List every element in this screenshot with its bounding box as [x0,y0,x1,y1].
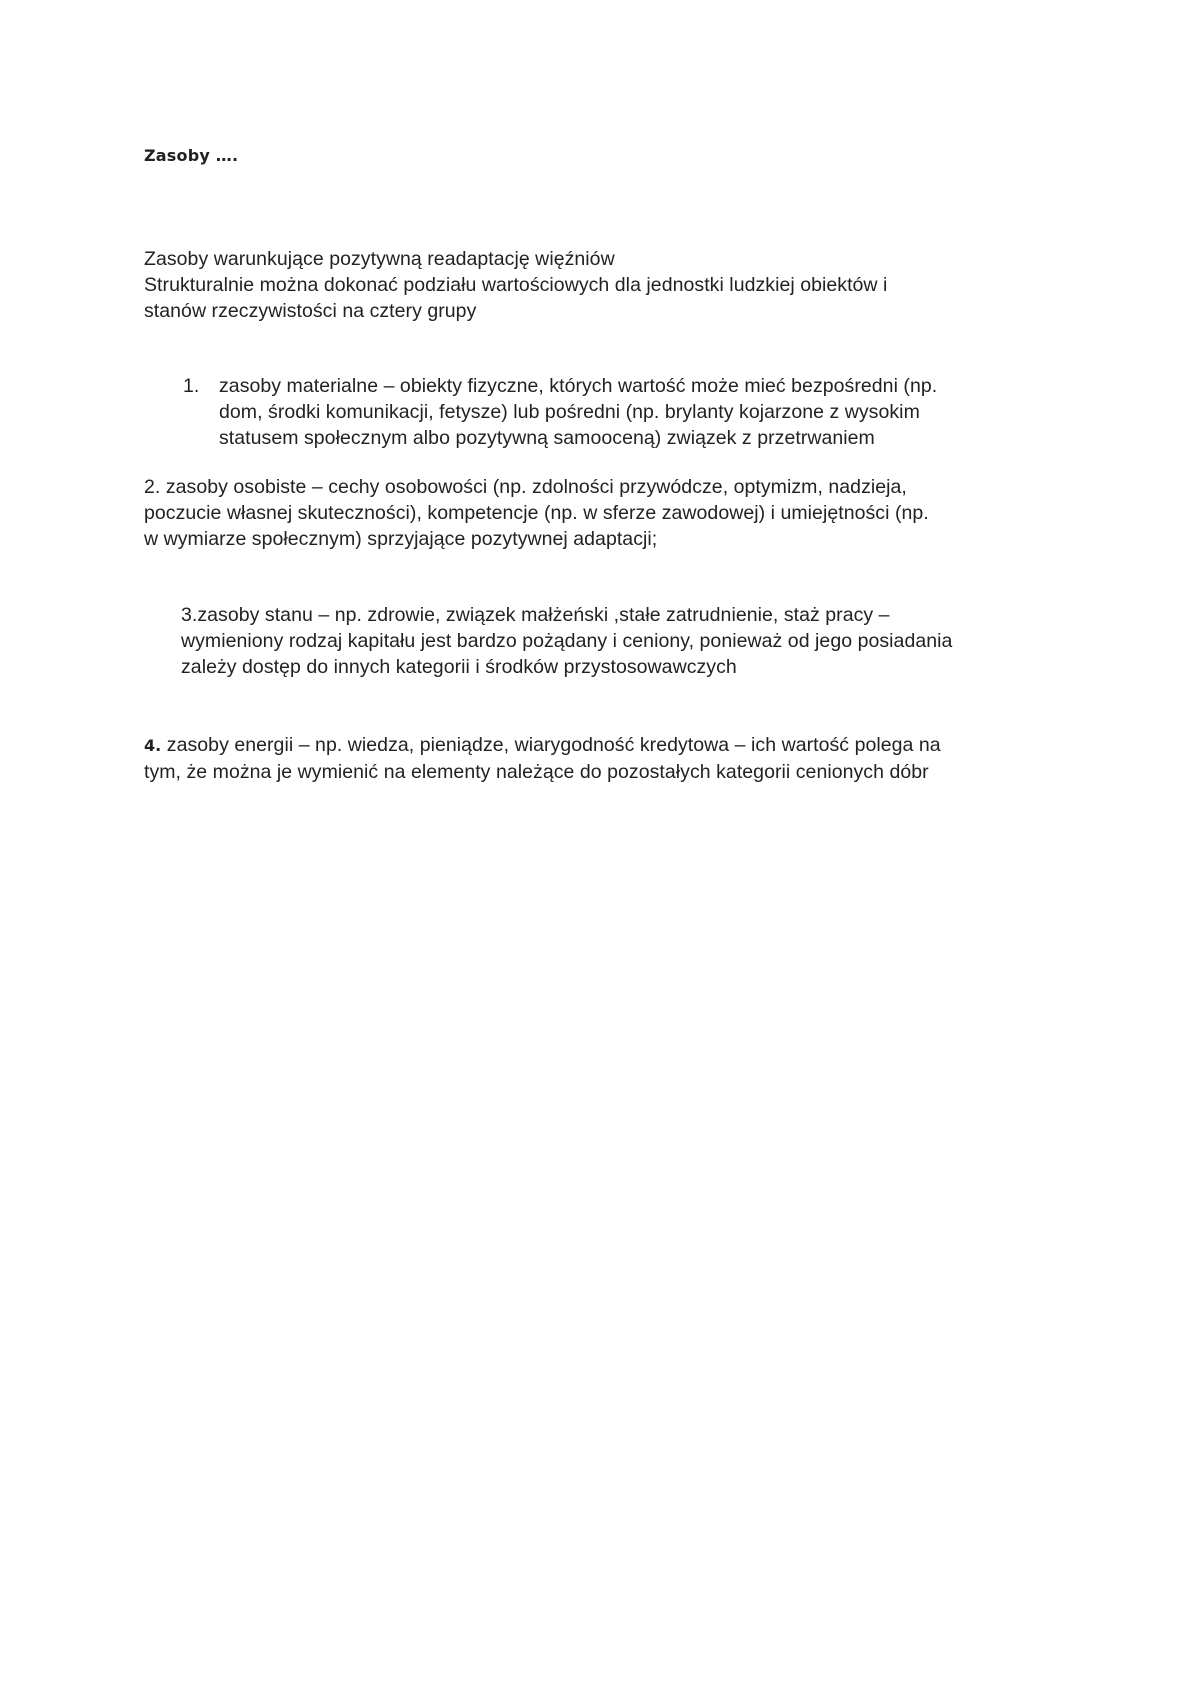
list-item-line: dom, środki komunikacji, fetysze) lub pośredni (np. brylanty kojarzone z wysokim [219,401,920,423]
list-item-state-resources [181,602,1081,680]
list-item-line: w wymiarze społecznym) sprzyjające pozytywnej adaptacji; [144,528,658,550]
list-item-text [219,373,1059,451]
list-item-line: 3.zasoby stanu – np. zdrowie, związek małżeński ,stałe zatrudnienie, staż pracy – [181,604,890,626]
list-item-line: 2. zasoby osobiste – cechy osobowości (np. zdolności przywódcze, optymizm, nadzieja, [144,476,907,498]
list-item-line: zasoby materialne – obiekty fizyczne, których wartość może mieć bezpośredni (np. [219,375,938,397]
intro-title-line: Zasoby warunkujące pozytywną readaptację więźniów [144,248,615,270]
list-item-line: poczucie własnej skuteczności), kompetencje (np. w sferze zawodowej) i umiejętności (np. [144,502,929,524]
list-item-line: wymieniony rodzaj kapitału jest bardzo pożądany i ceniony, ponieważ od jego posiadania [181,630,953,652]
list-item-line [144,732,1064,759]
list-item-line: zależy dostęp do innych kategorii i środków przystosowawczych [181,656,737,678]
intro-text-line: stanów rzeczywistości na cztery grupy [144,300,477,322]
list-item-text: zasoby energii – np. wiedza, pieniądze, wiarygodność kredytowa – ich wartość polega na [161,734,941,756]
list-item-line: statusem społecznym albo pozytywną samooceną) związek z przetrwaniem [219,427,875,449]
document-heading: Zasoby …. [144,146,239,165]
intro-paragraph [144,246,1024,324]
intro-text-line: Strukturalnie można dokonać podziału wartościowych dla jednostki ludzkiej obiektów i [144,274,888,296]
list-item-line: tym, że można je wymienić na elementy należące do pozostałych kategorii cenionych dóbr [144,761,929,783]
list-number: 4. [144,736,162,755]
list-item-personal-resources [144,474,1044,552]
list-item-energy-resources [144,732,1064,785]
list-number: 1. [183,375,200,397]
